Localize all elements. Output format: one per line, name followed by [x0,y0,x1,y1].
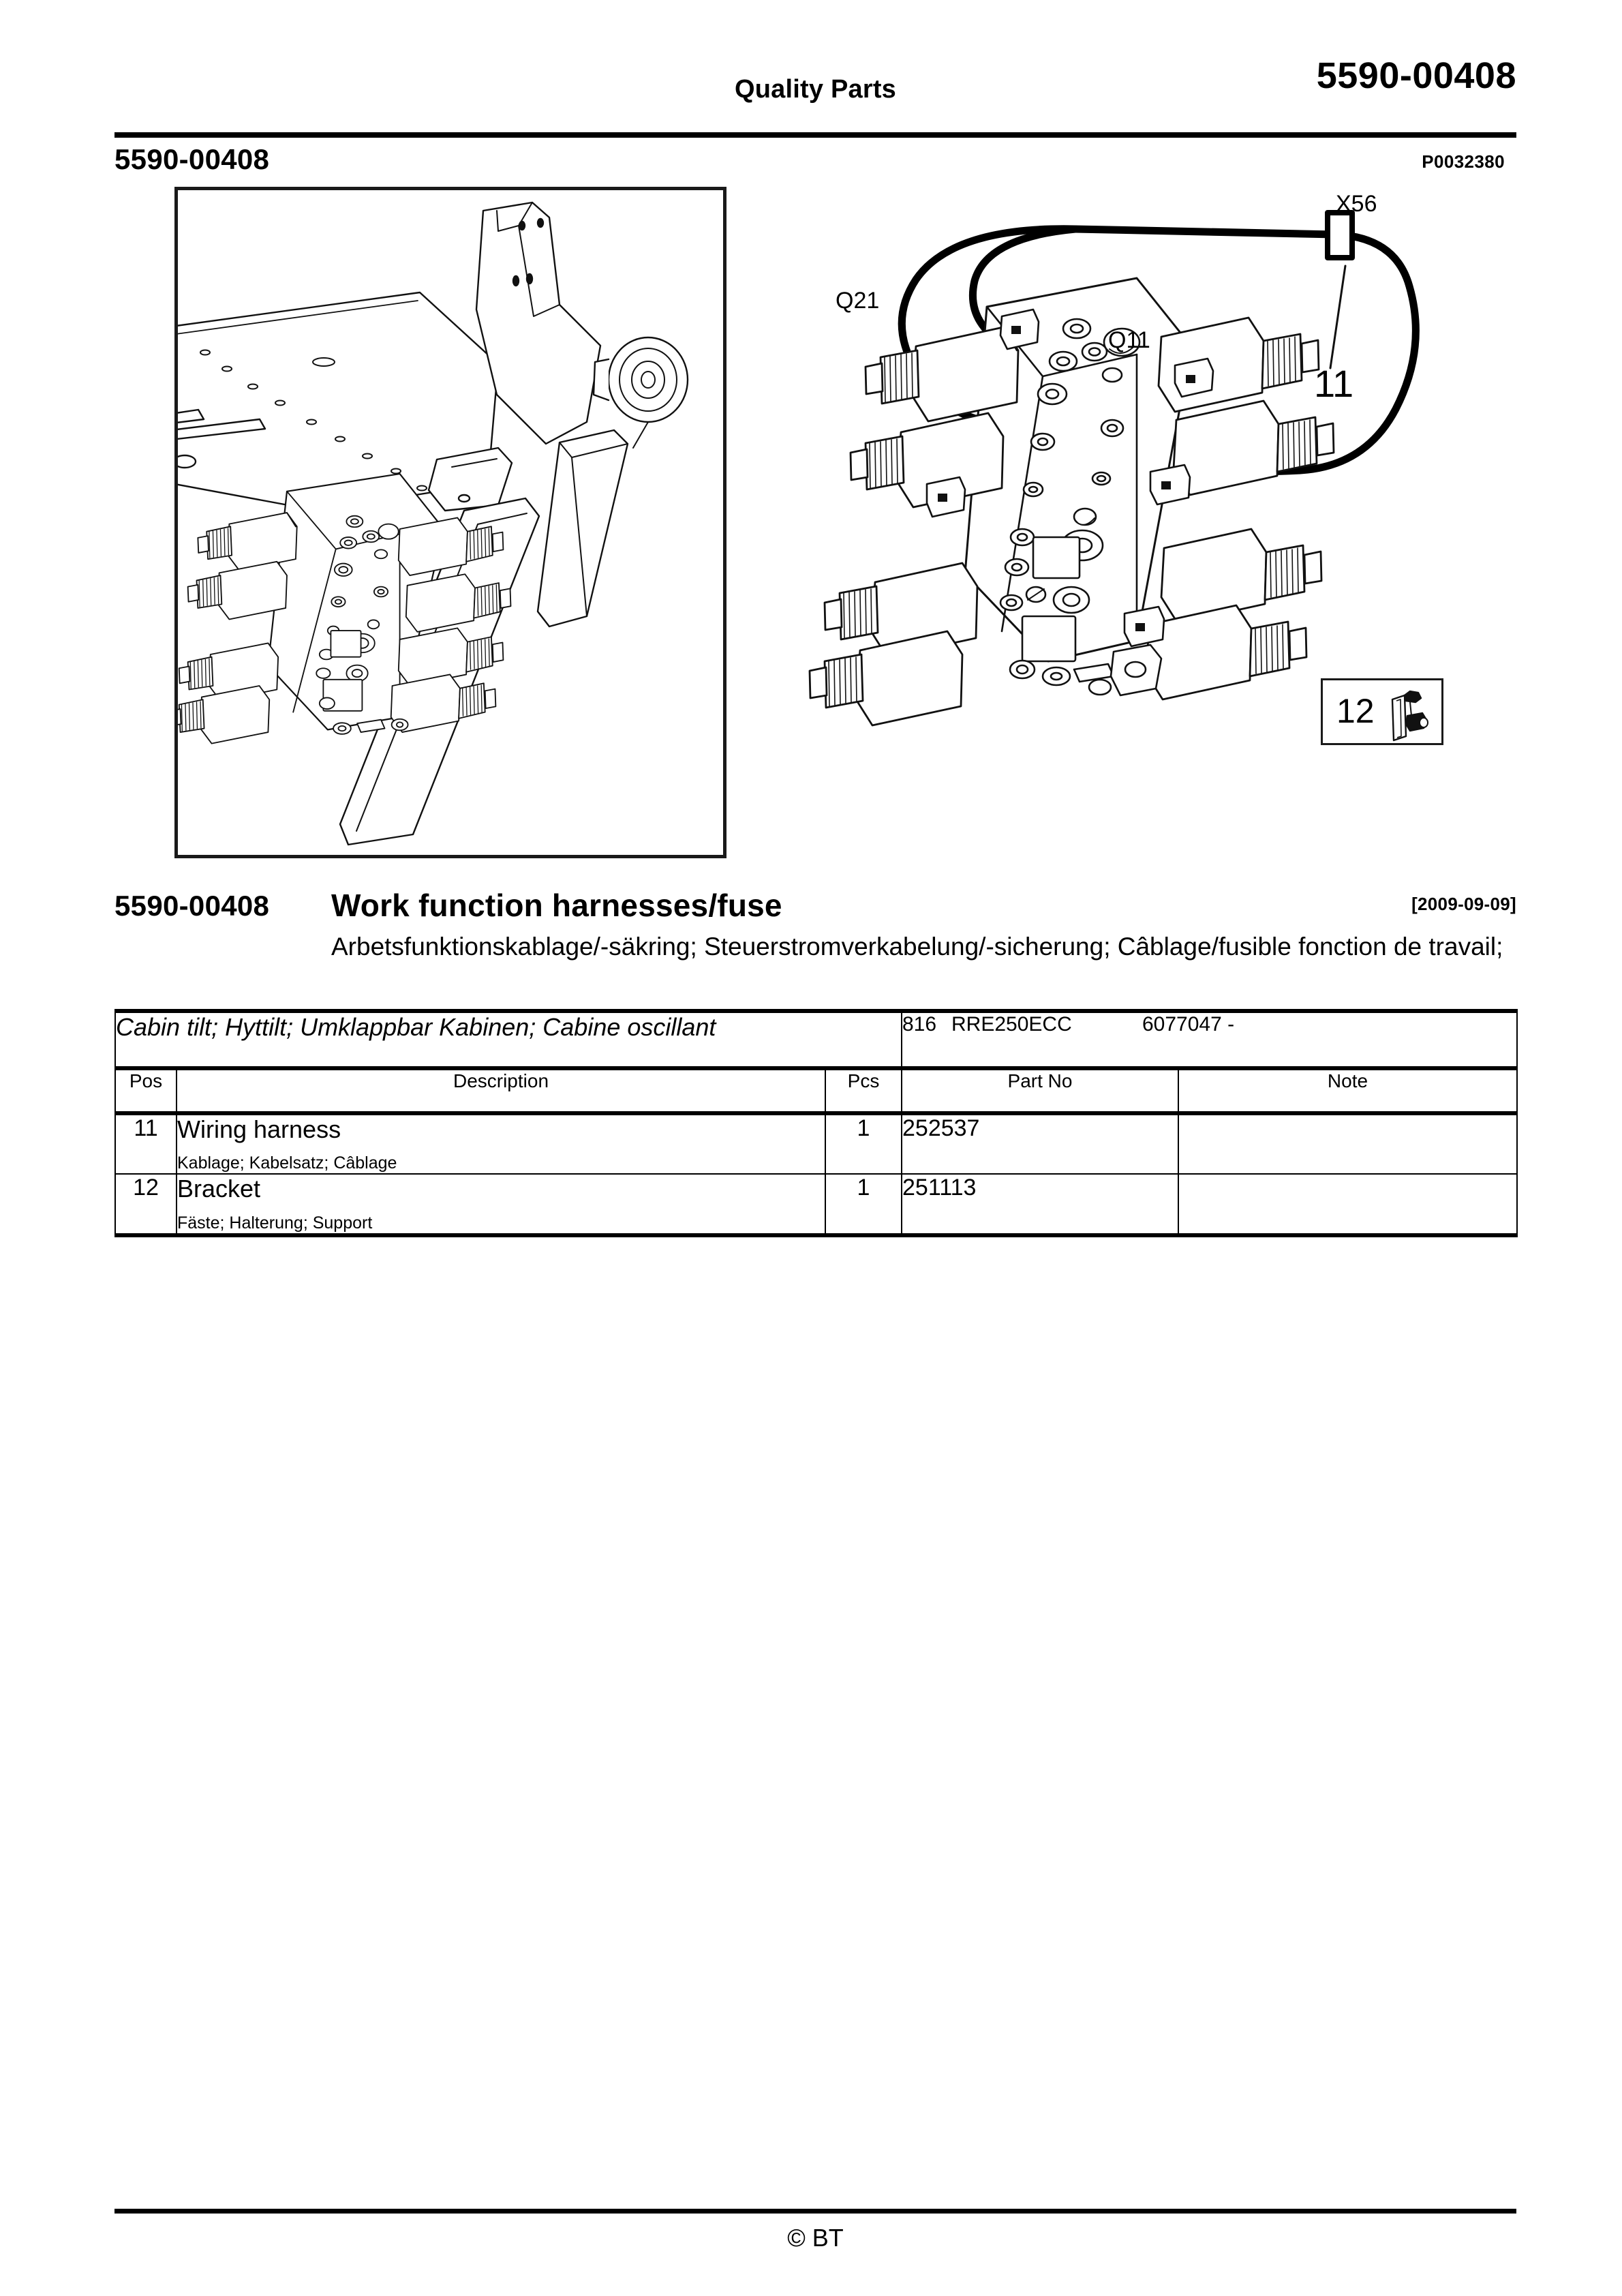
column-header-part-no: Part No [902,1068,1178,1113]
inset-item-12 [1321,678,1443,745]
table-row[interactable] [115,1113,1517,1174]
footer-copyright: © BT [787,2224,844,2252]
table-row[interactable] [115,1174,1517,1235]
valve-block-harness-illustration [782,164,1518,886]
table-header-row [115,1068,1517,1113]
variant-description: Cabin tilt; Hyttilt; Umklappbar Kabinen; Cabine oscillant [115,1011,902,1068]
variant-serial-range: 6077047 - [1142,1013,1235,1036]
row-description [177,1113,825,1174]
column-header-description: Description [177,1068,825,1113]
row-pos: 11 [115,1113,177,1174]
row-note [1178,1174,1517,1235]
row-pos: 12 [115,1174,177,1235]
figure-area [114,184,1516,866]
section-name: Work function harnesses/fuse [331,888,782,923]
row-description [177,1174,825,1235]
variant-model-cell [902,1011,1517,1068]
column-header-pcs: Pcs [825,1068,902,1113]
subheader-section-code: 5590-00408 [114,143,270,175]
revision-date: [2009-09-09] [1411,894,1516,914]
row-part-no: 251113 [902,1174,1178,1235]
row-pcs: 1 [825,1113,902,1174]
row-pcs: 1 [825,1174,902,1235]
row-part-no: 252537 [902,1113,1178,1174]
row-description-primary: Wiring harness [177,1115,341,1143]
column-header-note: Note [1178,1068,1517,1113]
row-description-primary: Bracket [177,1175,261,1203]
parts-table [114,1009,1518,1237]
row-note [1178,1113,1517,1174]
header-divider-rule [114,132,1516,136]
variant-model-code: 816 [902,1013,937,1036]
variant-row [115,1011,1517,1068]
page-header [114,55,1516,124]
row-description-translations: Fäste; Halterung; Support [177,1213,373,1233]
callout-q11: Q11 [1108,327,1150,353]
footer-divider-rule [114,2209,1516,2212]
row-description-translations: Kablage; Kabelsatz; Câblage [177,1153,397,1173]
column-header-pos: Pos [115,1068,177,1113]
callout-q21: Q21 [836,288,880,314]
inset-item-12-number: 12 [1336,692,1375,730]
section-name-translations: Arbetsfunktionskablage/-säkring; Steuerstromverkabelung/-sicherung; Câblage/fusible fonction de travail; [331,933,1503,961]
header-section-code: 5590-00408 [1316,55,1516,96]
header-title: Quality Parts [734,75,897,104]
callout-x56: X56 [1336,191,1377,217]
section-code: 5590-00408 [114,890,270,922]
figure-reference-id: P0032380 [1422,151,1505,172]
variant-model-name: RRE250ECC [951,1013,1072,1036]
callout-item-11: 11 [1314,362,1354,405]
machine-overview-illustration [174,187,726,858]
bracket-icon [1380,686,1433,743]
